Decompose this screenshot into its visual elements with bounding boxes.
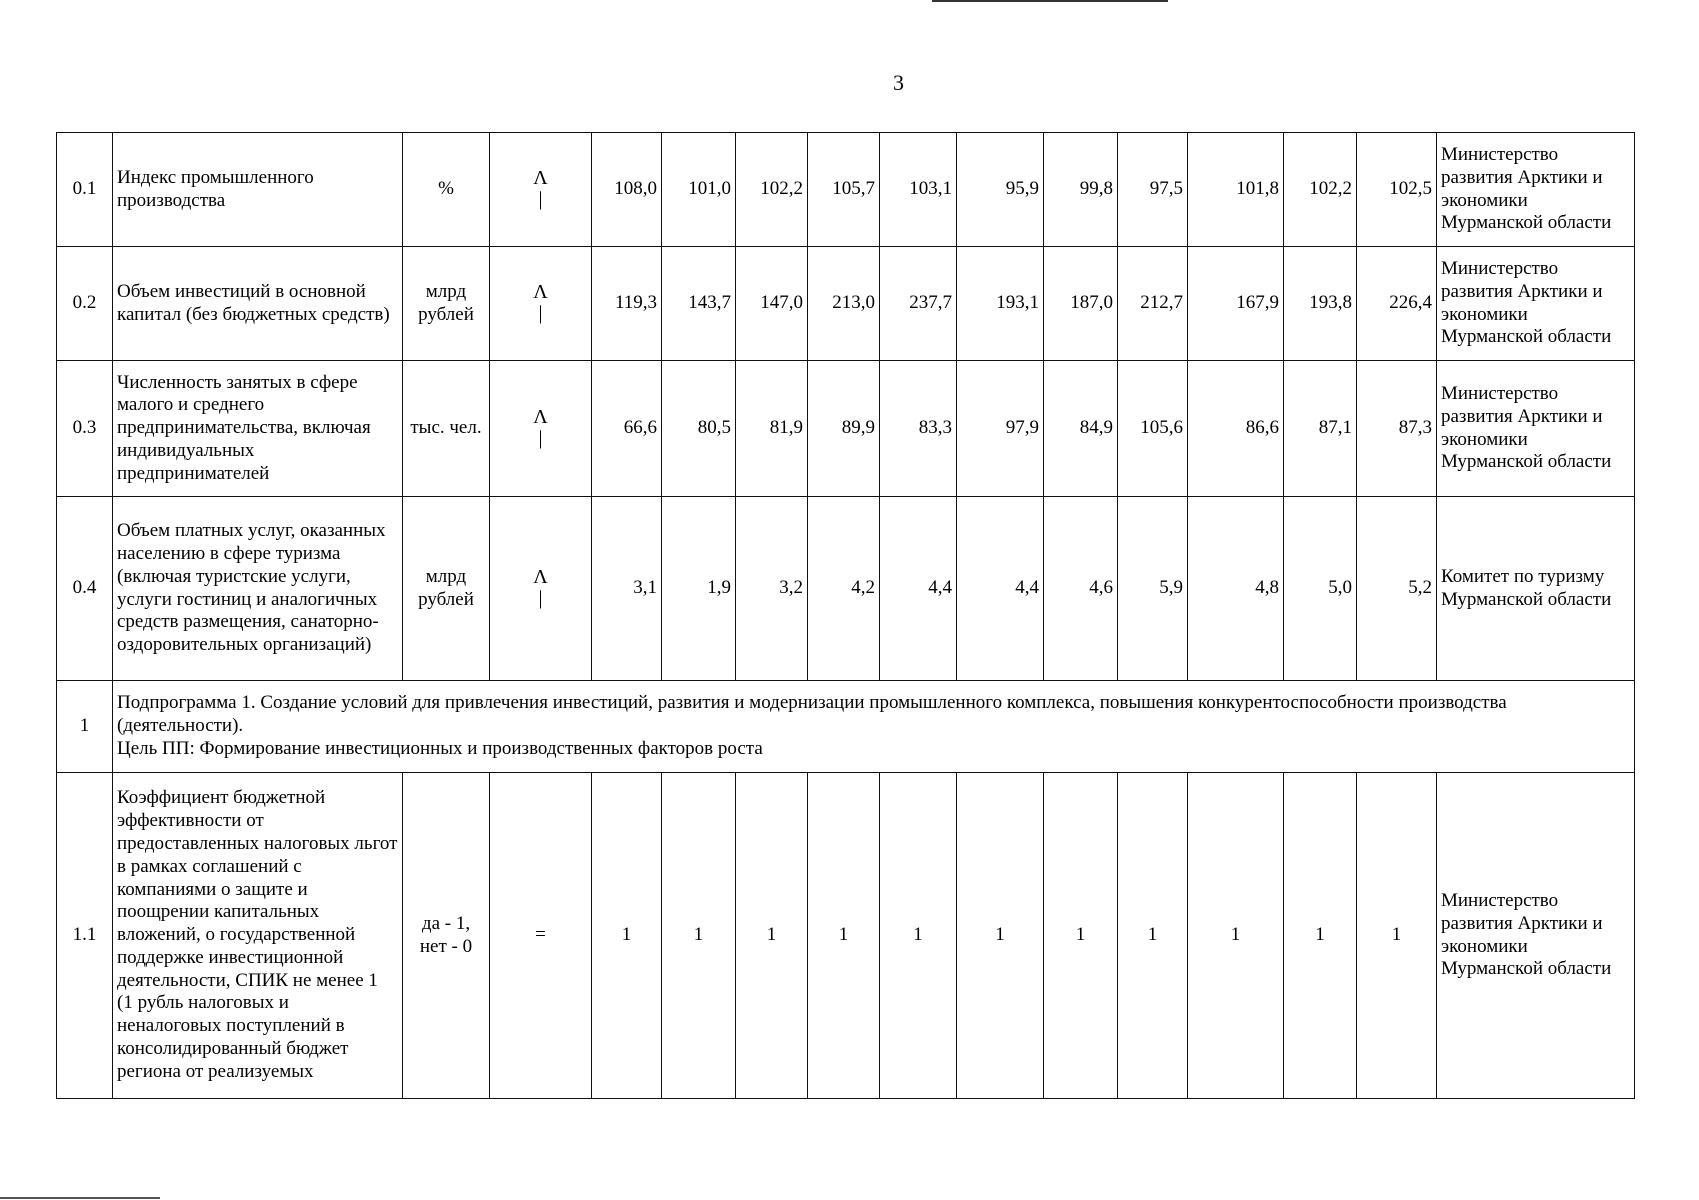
indicator-value: 86,6 xyxy=(1188,361,1284,497)
subprogram-description xyxy=(113,681,1635,773)
indicator-value: 4,4 xyxy=(957,497,1044,681)
responsible-organization: Министерство развития Арктики и экономики Мурманской области xyxy=(1437,247,1635,361)
indicator-value: 119,3 xyxy=(592,247,662,361)
indicator-value: 4,8 xyxy=(1188,497,1284,681)
table-row xyxy=(57,773,1635,1099)
row-number: 0.2 xyxy=(57,247,113,361)
trend-sign-glyph xyxy=(533,168,548,210)
indicator-value: 89,9 xyxy=(808,361,880,497)
responsible-organization: Министерство развития Арктики и экономики Мурманской области xyxy=(1437,361,1635,497)
indicator-value: 167,9 xyxy=(1188,247,1284,361)
indicator-value: 80,5 xyxy=(662,361,736,497)
trend-sign-top: Λ xyxy=(533,280,548,303)
indicator-value: 87,3 xyxy=(1357,361,1437,497)
indicator-value: 1 xyxy=(1284,773,1357,1099)
indicator-value: 102,5 xyxy=(1357,133,1437,247)
indicator-value: 1 xyxy=(1188,773,1284,1099)
indicator-value: 84,9 xyxy=(1044,361,1118,497)
indicator-value: 105,7 xyxy=(808,133,880,247)
table-row xyxy=(57,133,1635,247)
unit-of-measure: да - 1, нет - 0 xyxy=(403,773,490,1099)
indicator-value: 5,2 xyxy=(1357,497,1437,681)
indicator-name: Коэффициент бюджетной эффективности от предоставленных налоговых льгот в рамках соглашений с компаниями о защите и поощрении капитальных вложений, о государственной поддержке инвестиционной деятельности, СПИК не менее 1 (1 рубль налоговых и неналоговых поступлений в консолидированный бюджет региона от реализуемых xyxy=(113,773,403,1099)
indicator-value: 1 xyxy=(808,773,880,1099)
table-row xyxy=(57,497,1635,681)
trend-sign: = xyxy=(490,773,592,1099)
responsible-organization: Комитет по туризму Мурманской области xyxy=(1437,497,1635,681)
indicator-name: Численность занятых в сфере малого и среднего предпринимательства, включая индивидуальных предпринимателей xyxy=(113,361,403,497)
indicator-value: 1 xyxy=(957,773,1044,1099)
indicator-value: 3,2 xyxy=(736,497,808,681)
trend-sign xyxy=(490,247,592,361)
subprogram-title: Подпрограмма 1. Создание условий для привлечения инвестиций, развития и модернизации промышленного комплекса, повышения конкурентоспособности производства (деятельности). xyxy=(117,692,1507,737)
trend-sign-bottom: | xyxy=(538,187,543,210)
indicators-table xyxy=(56,132,1635,1099)
trend-sign-glyph xyxy=(533,282,548,324)
indicator-value: 83,3 xyxy=(880,361,957,497)
trend-sign-top: Λ xyxy=(533,565,548,588)
unit-of-measure: млрд рублей xyxy=(403,497,490,681)
trend-sign-top: Λ xyxy=(533,405,548,428)
trend-sign-bottom: | xyxy=(538,301,543,324)
subprogram-row xyxy=(57,681,1635,773)
indicator-value: 1,9 xyxy=(662,497,736,681)
indicator-value: 97,9 xyxy=(957,361,1044,497)
indicator-value: 1 xyxy=(1118,773,1188,1099)
indicator-value: 213,0 xyxy=(808,247,880,361)
indicator-value: 1 xyxy=(1357,773,1437,1099)
indicator-value: 1 xyxy=(662,773,736,1099)
indicator-value: 1 xyxy=(1044,773,1118,1099)
indicator-value: 66,6 xyxy=(592,361,662,497)
responsible-organization: Министерство развития Арктики и экономики Мурманской области xyxy=(1437,773,1635,1099)
indicator-value: 103,1 xyxy=(880,133,957,247)
indicator-value: 147,0 xyxy=(736,247,808,361)
top-edge-rule xyxy=(932,0,1168,2)
indicator-value: 3,1 xyxy=(592,497,662,681)
indicator-name: Индекс промышленного производства xyxy=(113,133,403,247)
table-row xyxy=(57,247,1635,361)
row-number: 1.1 xyxy=(57,773,113,1099)
indicator-value: 1 xyxy=(880,773,957,1099)
indicator-value: 108,0 xyxy=(592,133,662,247)
subprogram-number: 1 xyxy=(57,681,113,773)
subprogram-goal: Цель ПП: Формирование инвестиционных и производственных факторов роста xyxy=(117,737,763,759)
indicator-name: Объем платных услуг, оказанных населению в сфере туризма (включая туристские услуги, услуги гостиниц и аналогичных средств размещения, санаторно-оздоровительных организаций) xyxy=(113,497,403,681)
indicator-value: 102,2 xyxy=(736,133,808,247)
trend-sign-top: Λ xyxy=(533,166,548,189)
row-number: 0.1 xyxy=(57,133,113,247)
bottom-edge-rule xyxy=(0,1197,160,1199)
indicator-name: Объем инвестиций в основной капитал (без бюджетных средств) xyxy=(113,247,403,361)
trend-sign-glyph xyxy=(533,407,548,449)
indicator-value: 4,6 xyxy=(1044,497,1118,681)
row-number: 0.3 xyxy=(57,361,113,497)
indicator-value: 99,8 xyxy=(1044,133,1118,247)
indicator-value: 226,4 xyxy=(1357,247,1437,361)
trend-sign xyxy=(490,361,592,497)
indicator-value: 4,2 xyxy=(808,497,880,681)
trend-sign xyxy=(490,133,592,247)
indicator-value: 95,9 xyxy=(957,133,1044,247)
unit-of-measure: млрд рублей xyxy=(403,247,490,361)
indicator-value: 143,7 xyxy=(662,247,736,361)
indicator-value: 105,6 xyxy=(1118,361,1188,497)
indicator-value: 101,8 xyxy=(1188,133,1284,247)
indicator-value: 193,1 xyxy=(957,247,1044,361)
indicator-value: 87,1 xyxy=(1284,361,1357,497)
indicator-value: 4,4 xyxy=(880,497,957,681)
indicator-value: 97,5 xyxy=(1118,133,1188,247)
responsible-organization: Министерство развития Арктики и экономики Мурманской области xyxy=(1437,133,1635,247)
unit-of-measure: тыс. чел. xyxy=(403,361,490,497)
indicator-value: 81,9 xyxy=(736,361,808,497)
indicator-value: 5,9 xyxy=(1118,497,1188,681)
trend-sign xyxy=(490,497,592,681)
table-row xyxy=(57,361,1635,497)
trend-sign-bottom: | xyxy=(538,586,543,609)
indicator-value: 212,7 xyxy=(1118,247,1188,361)
trend-sign-bottom: | xyxy=(538,426,543,449)
indicator-value: 193,8 xyxy=(1284,247,1357,361)
indicator-value: 102,2 xyxy=(1284,133,1357,247)
indicator-value: 237,7 xyxy=(880,247,957,361)
page-number: 3 xyxy=(893,70,904,95)
indicator-value: 5,0 xyxy=(1284,497,1357,681)
indicator-value: 187,0 xyxy=(1044,247,1118,361)
trend-sign-glyph xyxy=(533,567,548,609)
indicator-value: 1 xyxy=(592,773,662,1099)
indicator-value: 101,0 xyxy=(662,133,736,247)
unit-of-measure: % xyxy=(403,133,490,247)
indicator-value: 1 xyxy=(736,773,808,1099)
row-number: 0.4 xyxy=(57,497,113,681)
